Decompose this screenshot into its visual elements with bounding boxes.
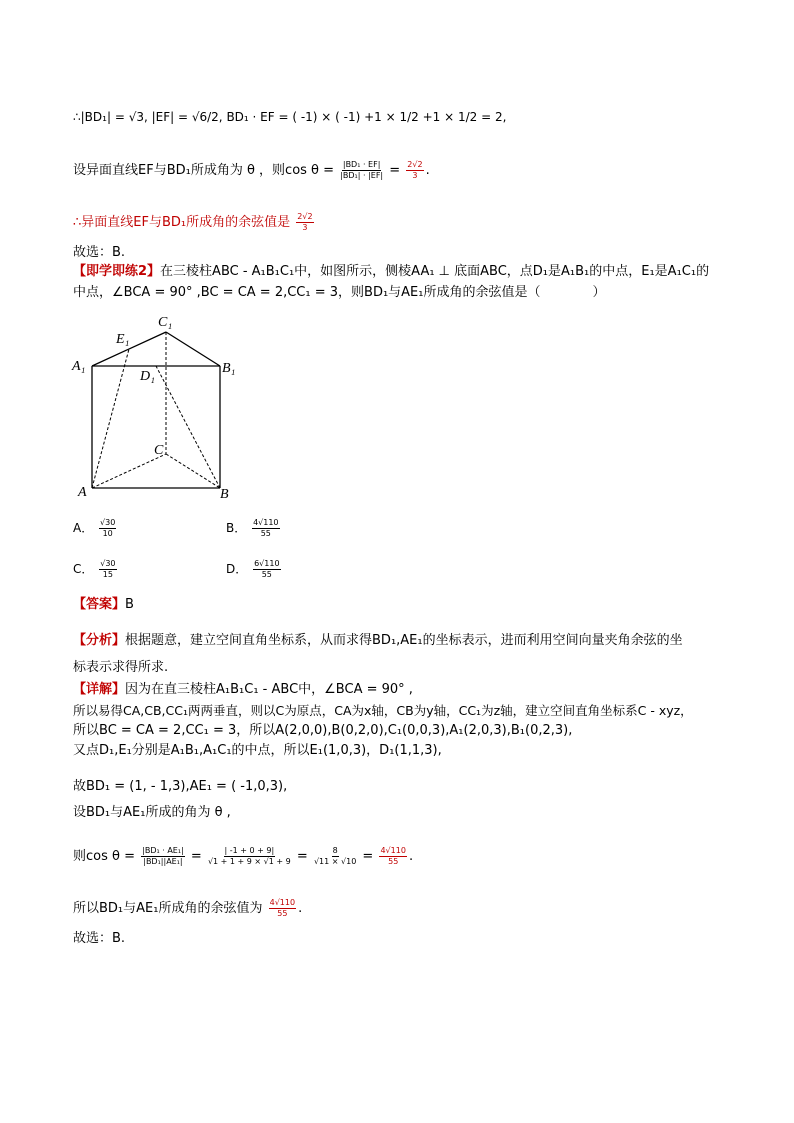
label-A: A bbox=[78, 485, 87, 500]
option-d[interactable] bbox=[226, 559, 283, 580]
detail-line-4: 又点D₁,E₁分别是A₁B₁,A₁C₁的中点，所以E₁(1,0,3)，D₁(1,1,3), bbox=[73, 743, 442, 758]
option-d-frac bbox=[253, 559, 280, 580]
label-D1: D₁ bbox=[140, 369, 155, 384]
detail-line-3: 所以BC = CA = 2,CC₁ = 3，所以A(2,0,0),B(0,2,0),C₁(0,0,3),A₁(2,0,3),B₁(0,2,3), bbox=[73, 723, 573, 738]
cos-result-den: 3 bbox=[412, 171, 418, 180]
label-E1: E₁ bbox=[116, 332, 130, 347]
exercise-line-2: 中点，∠BCA = 90° ,BC = CA = 2,CC₁ = 3，则BD₁与AE₁所成角的余弦值是（ ） bbox=[73, 285, 606, 300]
detail-frac-1-num: |BD₁ · AE₁| bbox=[142, 846, 184, 855]
conclusion-num: 2√2 bbox=[297, 212, 313, 221]
option-d-num: 6√110 bbox=[254, 559, 280, 568]
answer-value: B bbox=[125, 597, 134, 612]
top-line-1: ∴|BD₁| = √3, |EF| = √6/2, BD₁ · EF = ( -1) × ( -1) +1 × 1/2 +1 × 1/2 = 2, bbox=[73, 110, 507, 124]
detail-choice: 故选：B. bbox=[73, 931, 126, 946]
label-C: C bbox=[154, 443, 164, 458]
option-a-frac bbox=[99, 518, 116, 539]
detail-frac-3-num: 8 bbox=[332, 846, 338, 855]
detail-frac-3-den: √11 × √10 bbox=[313, 857, 357, 866]
analysis-line-1 bbox=[73, 632, 683, 650]
detail-conclusion-den: 55 bbox=[277, 909, 288, 918]
eq-3: = bbox=[362, 849, 374, 864]
option-c-num: √30 bbox=[100, 559, 116, 568]
answer-line bbox=[73, 596, 134, 614]
detail-frac-4 bbox=[379, 846, 406, 867]
conclusion-fraction bbox=[296, 212, 313, 233]
detail-line-1 bbox=[73, 681, 413, 699]
cos-fraction bbox=[340, 160, 383, 181]
eq-1: = bbox=[190, 849, 202, 864]
detail-line-6: 设BD₁与AE₁所成的角为 θ , bbox=[73, 805, 231, 820]
detail-conclusion-num: 4√110 bbox=[269, 898, 296, 907]
eq-2: = bbox=[296, 849, 308, 864]
detail-cos-prefix: 则cos θ = bbox=[73, 849, 135, 864]
detail-frac-2-den: √1 + 1 + 9 × √1 + 9 bbox=[207, 857, 291, 866]
option-a-letter: A． bbox=[73, 521, 94, 535]
cos-fraction-num: |BD₁ · EF| bbox=[342, 160, 381, 169]
detail-line-8: 所以BD₁与AE₁所成角的余弦值为 $\frac{4√110}{55}$ . bbox=[73, 898, 303, 918]
detail-tag: 【详解】 bbox=[73, 682, 126, 697]
label-B: B bbox=[220, 487, 229, 500]
analysis-tag: 【分析】 bbox=[73, 633, 126, 648]
option-c-den: 15 bbox=[102, 570, 113, 579]
analysis-text-1: 根据题意，建立空间直角坐标系，从而求得BD₁,AE₁的坐标表示，进而利用空间向量夹角余弦的坐 bbox=[125, 633, 683, 648]
option-b-num: 4√110 bbox=[253, 518, 279, 527]
option-d-den: 55 bbox=[261, 570, 272, 579]
top-line-2-prefix: 设异面直线EF与BD₁所成角为 θ ，则cos θ = bbox=[73, 163, 335, 178]
detail-text-1: 因为在直三棱柱A₁B₁C₁ - ABC中，∠BCA = 90° , bbox=[125, 682, 413, 697]
top-line-2: 设异面直线EF与BD₁所成角为 θ ，则cos θ = $\frac{\text{|BD₁ · EF|}}{\text{|BD₁| · |EF|}}$ = $\frac{2√2}{3}$ . bbox=[73, 160, 430, 180]
option-a[interactable] bbox=[73, 518, 118, 539]
detail-conclusion-frac bbox=[269, 898, 296, 919]
prism-figure bbox=[70, 310, 250, 500]
detail-frac-2 bbox=[208, 846, 291, 867]
option-c-letter: C． bbox=[73, 562, 94, 576]
detail-frac-4-den: 55 bbox=[388, 857, 399, 866]
detail-line-2: 所以易得CA,CB,CC₁两两垂直，则以C为原点，CA为x轴，CB为y轴，CC₁为z轴，建立空间直角坐标系C - xyz， bbox=[73, 703, 693, 718]
conclusion-text: ∴异面直线EF与BD₁所成角的余弦值是 bbox=[73, 215, 291, 230]
cos-result-num: 2√2 bbox=[407, 160, 423, 169]
detail-conclusion-text: 所以BD₁与AE₁所成角的余弦值为 bbox=[73, 901, 263, 916]
detail-line-7: 则cos θ = $\frac{\text{|BD₁ · AE₁|}}{\text{|BD₁||AE₁|}}$ = $\frac{| -1 + 0 + 9|}{√1 + 1 + 9 \times √1 + 9}$ = $\frac{8}{√11 \times √10}$ = $\frac{4√110}{55}$ . bbox=[73, 846, 414, 866]
cos-result bbox=[406, 160, 423, 181]
option-d-letter: D． bbox=[226, 562, 248, 576]
option-c-frac bbox=[99, 559, 116, 580]
exercise-text-1: 在三棱柱ABC - A₁B₁C₁中，如图所示，侧棱AA₁ ⊥ 底面ABC，点D₁是A₁B₁的中点，E₁是A₁C₁的 bbox=[160, 264, 710, 279]
equals-sign: = bbox=[389, 163, 401, 178]
option-b[interactable] bbox=[226, 518, 282, 539]
analysis-line-2: 标表示求得所求. bbox=[73, 660, 169, 675]
cos-fraction-den: |BD₁| · |EF| bbox=[340, 171, 384, 180]
answer-tag: 【答案】 bbox=[73, 597, 126, 612]
conclusion-den: 3 bbox=[302, 223, 308, 232]
label-B1: B₁ bbox=[222, 361, 236, 376]
detail-frac-1 bbox=[141, 846, 185, 867]
option-c[interactable] bbox=[73, 559, 119, 580]
detail-frac-2-num: | -1 + 0 + 9| bbox=[224, 846, 275, 855]
exercise-line-1 bbox=[73, 263, 709, 281]
option-a-den: 10 bbox=[102, 529, 113, 538]
option-b-letter: B． bbox=[226, 521, 247, 535]
option-b-frac bbox=[252, 518, 279, 539]
detail-line-5: 故BD₁ = (1, - 1,3),AE₁ = ( -1,0,3), bbox=[73, 779, 288, 794]
option-b-den: 55 bbox=[260, 529, 271, 538]
detail-frac-1-den: |BD₁||AE₁| bbox=[143, 857, 183, 866]
top-choice: 故选：B. bbox=[73, 245, 126, 260]
label-A1: A₁ bbox=[72, 359, 86, 374]
exercise-tag: 【即学即练2】 bbox=[73, 264, 161, 279]
option-a-num: √30 bbox=[100, 518, 116, 527]
detail-frac-4-num: 4√110 bbox=[380, 846, 406, 855]
top-conclusion bbox=[73, 212, 316, 233]
label-C1: C₁ bbox=[158, 315, 173, 330]
detail-frac-3 bbox=[314, 846, 356, 867]
